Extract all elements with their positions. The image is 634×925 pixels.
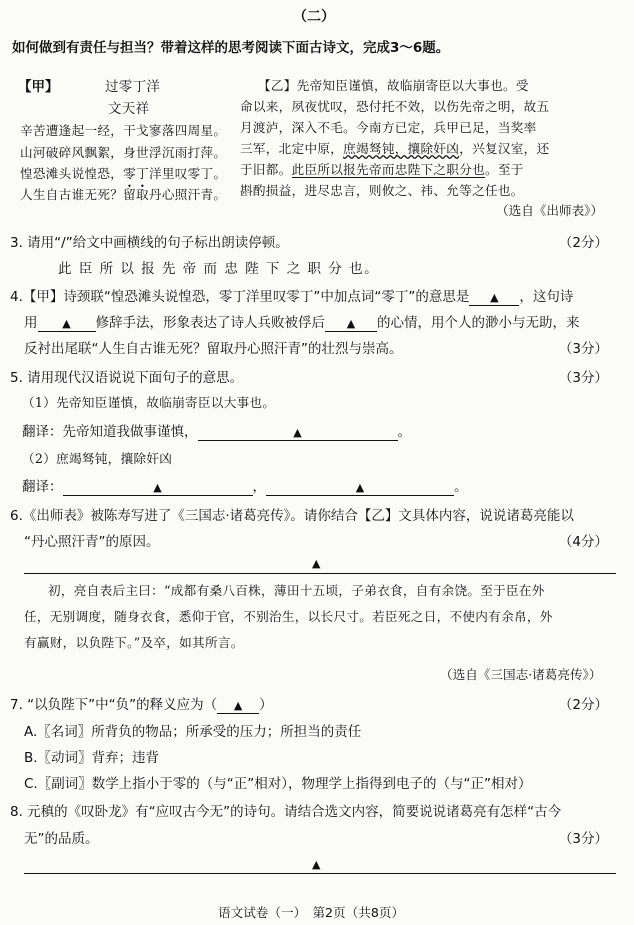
question-3-sentence: 此 臣 所 以 报 先 帝 而 忠 陛 下 之 职 分 也。 — [58, 261, 380, 277]
intro-instruction: 如何做到有责任与担当？带着这样的思考阅读下面古诗文，完成3～6题。 — [12, 40, 450, 56]
question-6-line-2: “丹心照汗青”的原因。 — [24, 534, 160, 550]
answer-mark: ▲ — [312, 858, 321, 871]
question-8-score: （3分） — [558, 831, 608, 847]
jia-tag: 【甲】 — [18, 79, 59, 95]
answer-blank[interactable]: ▲ — [217, 698, 259, 714]
option-c[interactable]: C.〖副词〗数学上指小于零的（与“正”相对），物理学上指得到电子的（与“正”相对） — [24, 776, 532, 792]
section-title: （二） — [293, 9, 335, 25]
passage-line-2: 任，无别调度，随身衣食，悉仰于官，不别治生，以长尺寸。若臣死之日，不使内有余帛，外 — [24, 609, 553, 624]
passage-source: （选自《三国志·诸葛亮传》） — [440, 667, 602, 682]
yi-line-4: 三军，北定中原，庶竭驽钝，攘除奸凶，兴复汉室，还 — [240, 141, 550, 156]
question-4-score: （3分） — [558, 341, 608, 357]
yi-source: （选自《出师表》） — [496, 203, 604, 218]
question-3-score: （2分） — [558, 235, 608, 251]
question-8-line-1: 8. 元稹的《叹卧龙》有“应叹古今无”的诗句。请结合选文内容，简要说说诸葛亮有怎样“古今 — [10, 804, 562, 820]
question-7-score: （2分） — [558, 697, 608, 713]
answer-blank[interactable]: ▲ — [325, 316, 377, 332]
answer-blank[interactable]: ▲ — [198, 425, 398, 441]
poem-line-4: 人生自古谁无死？留取丹心照汗青。 — [20, 187, 227, 202]
question-5-translation-1: 翻译：先帝知道我做事谨慎， ▲ 。 — [22, 424, 411, 440]
answer-blank[interactable]: ▲ — [266, 480, 454, 496]
poem-title: 过零丁洋 — [105, 79, 161, 95]
answer-mark: ▲ — [312, 557, 321, 570]
poem-author: 文天祥 — [108, 101, 150, 117]
answer-blank[interactable]: ▲ — [38, 316, 96, 332]
question-5-sentence-2: （2）庶竭驽钝，攘除奸凶 — [22, 451, 173, 466]
underlined-sentence: 此臣所以报先帝而忠陛下之职分也 — [291, 162, 485, 177]
yi-line-2: 命以来，夙夜忧叹，恐付托不效，以伤先帝之明，故五 — [240, 99, 550, 114]
passage-line-3: 有赢财，以负陛下。”及卒，如其所言。 — [24, 635, 244, 650]
question-7: 7. “以负陛下”中“负”的释义应为（ ▲ ） — [10, 697, 273, 713]
answer-blank[interactable]: ▲ — [63, 480, 253, 496]
question-4-line-1: 4.【甲】诗颈联“惶恐滩头说惶恐，零丁洋里叹零丁”中加点词“零丁”的意思是 ▲ ，这句诗 — [10, 289, 574, 305]
passage-line-1: 初，亮自表后主曰：“成都有桑八百株，薄田十五顷，子弟衣食，自有余饶。至于臣在外 — [48, 583, 545, 598]
question-5-score: （3分） — [558, 370, 608, 386]
option-b[interactable]: B.〖动词〗背弃；违背 — [24, 750, 160, 766]
answer-blank[interactable]: ▲ — [469, 290, 519, 306]
poem-line-1: 辛苦遭逢起一经，干戈寥落四周星。 — [20, 123, 227, 138]
poem-line-3: 惶恐滩头说惶恐，零丁洋里叹零丁。 — [20, 166, 227, 181]
question-5: 5. 请用现代汉语说说下面句子的意思。 — [10, 370, 244, 386]
question-8-line-2: 无”的品质。 — [24, 831, 99, 847]
question-5-translation-2: 翻译： ▲ ， ▲ 。 — [22, 479, 468, 495]
question-6-line-1: 6.《出师表》被陈寿写进了《三国志·诸葛亮传》。请你结合【乙】文具体内容，说说诸葛亮能以 — [10, 508, 574, 524]
answer-line[interactable] — [24, 573, 616, 574]
poem-line-2: 山河破碎风飘絮，身世浮沉雨打萍。 — [20, 145, 227, 160]
yi-line-6: 斟酌损益，进尽忠言，则攸之、祎、允等之任也。 — [240, 183, 524, 198]
question-4-line-2: 用 ▲ 修辞手法，形象表达了诗人兵败被俘后 ▲ 的心情，用个人的渺小与无助，来 — [24, 315, 580, 331]
yi-line-1: 【乙】先帝知臣谨慎，故临崩寄臣以大事也。受 — [258, 78, 529, 93]
yi-line-3: 月渡泸，深入不毛。今南方已定，兵甲已足，当奖率 — [240, 120, 537, 135]
option-a[interactable]: A.〖名词〗所背负的物品；所承受的压力；所担当的责任 — [24, 724, 362, 740]
page-footer: 语文试卷（一） 第2页（共8页） — [218, 905, 405, 920]
answer-line[interactable] — [24, 873, 616, 874]
wavy-underline-phrase: 庶竭驽钝，攘除奸凶 — [343, 141, 460, 156]
question-4-line-3: 反衬出尾联“人生自古谁无死？留取丹心照汗青”的壮烈与崇高。 — [24, 341, 403, 357]
question-6-score: （4分） — [558, 534, 608, 550]
question-3: 3. 请用“/”给文中画横线的句子标出朗读停顿。 — [10, 235, 289, 251]
question-5-sentence-1: （1）先帝知臣谨慎，故临崩寄臣以大事也。 — [22, 395, 276, 410]
yi-line-5: 于旧都。此臣所以报先帝而忠陛下之职分也。至于 — [240, 162, 524, 177]
